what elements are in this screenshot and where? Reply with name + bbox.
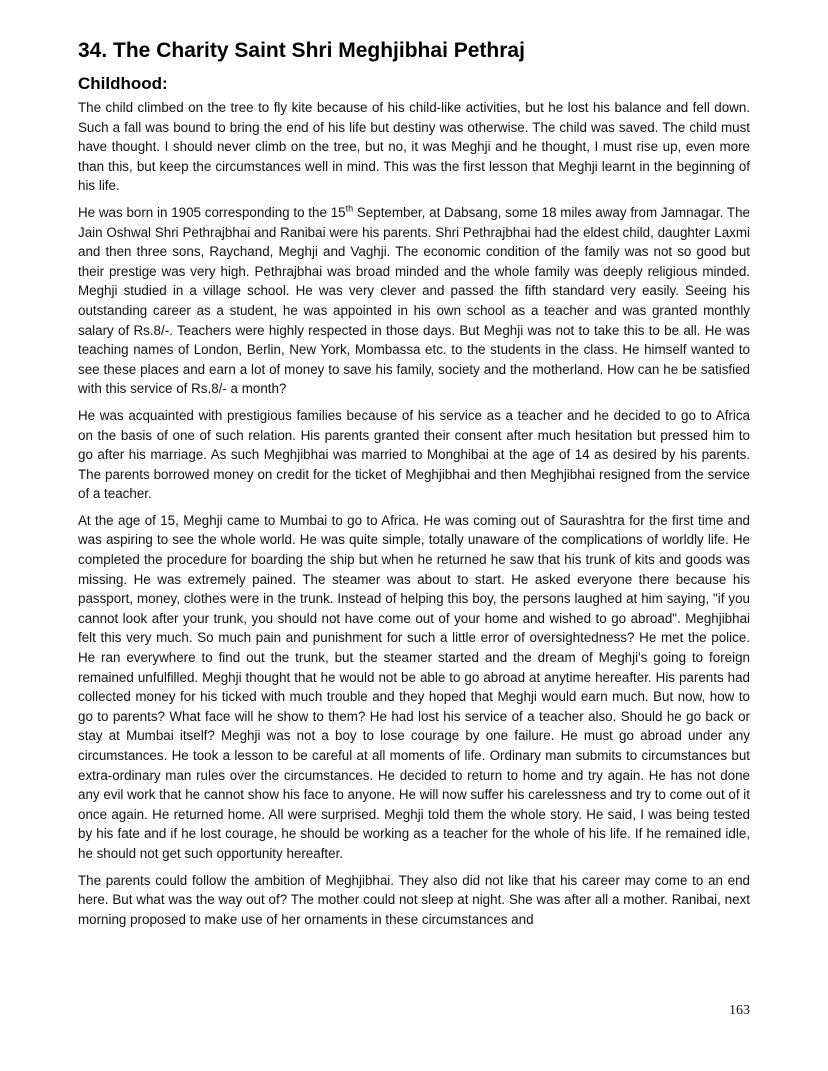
superscript-ordinal: th [345, 203, 354, 214]
document-page [78, 38, 750, 936]
section-heading: Childhood: [78, 74, 168, 93]
paragraph-2-start: He was born in 1905 corresponding to the 15 [78, 204, 346, 220]
paragraph-4: At the age of 15, Meghji came to Mumbai to go to Africa. He was coming out of Saurashtra for the first time and was aspiring to see the whole world. He was quite simple, totally unaware of the complications of worldly life. He completed the procedure for boarding the ship but when he returned he saw that his trunk of kits and goods was missing. He was extremely pained. The steamer was about to start. He asked everyone there because his passport, money, clothes were in the trunk. Instead of helping this boy, the persons laughed at him saying, "if you cannot look after your trunk, you should not have come out of your home and wished to go abroad". Meghjibhai felt this very much. So much pain and punishment for such a little error of oversightedness? He met the police. He ran everywhere to find out the trunk, but the steamer started and the dream of Meghji's going to foreign remained unfulfilled. Meghji thought that he would not be able to go abroad at anytime hereafter. His parents had collected money for his ticked with much trouble and they hoped that Meghji would earn much. But now, how to go to parents? What face will he show to them? He had lost his service of a teacher also. Should he go back or stay at Mumbai itself? Meghji was not a boy to lose courage by one failure. He must go abroad under any circumstances. He took a lesson to be careful at all moments of life. Ordinary man submits to circumstances but extra-ordinary man rules over the circumstances. He decided to return to home and try again. He has not done any evil work that he cannot show his face to anyone. He will now suffer his carelessness and try to come out of it once again. He returned home. All were surprised. Meghji told them the whole story. He said, I was being tested by his fate and if he lost courage, he should be working as a teacher for the whole of his life. If he remained idle, he should not get such opportunity hereafter. [78, 512, 750, 861]
paragraph-3: He was acquainted with prestigious families because of his service as a teacher and he decided to go to Africa on the basis of one of such relation. His parents granted their consent after much hesitation but pressed him to go after his marriage. As such Meghjibhai was married to Monghibai at the age of 14 as desired by his parents. The parents borrowed money on credit for the ticket of Meghjibhai and then Meghjibhai resigned from the service of a teacher. [78, 407, 750, 502]
chapter-title: 34. The Charity Saint Shri Meghjibhai Pethraj [78, 39, 525, 62]
page-number: 163 [729, 1003, 750, 1018]
paragraph-2-rest: September, at Dabsang, some 18 miles away from Jamnagar. The Jain Oshwal Shri Pethrajbhai and Ranibai were his parents. Shri Pethrajbhai had the eldest child, daughter Laxmi and then three sons, Raychand, Meghji and Vaghji. The economic condition of the family was not so good but their prestige was very high. Pethrajbhai was broad minded and the whole family was deeply religious minded. Meghji studied in a village school. He was very clever and passed the fifth standard very easily. Seeing his outstanding career as a student, he was appointed in his own school as a teacher and was granted monthly salary of Rs.8/-. Teachers were highly respected in those days. But Meghji was not to take this to be all. He was teaching names of London, Berlin, New York, Mombassa etc. to the students in the class. He himself wanted to see these places and earn a lot of money to save his family, society and the motherland. How can he be satisfied with this service of Rs.8/- a month? [78, 204, 750, 397]
paragraph-1: The child climbed on the tree to fly kite because of his child-like activities, but he lost his balance and fell down. Such a fall was bound to bring the end of his life but destiny was otherwise. The child was saved. The child must have thought. I should never climb on the tree, but no, it was Meghji and he thought, I must rise up, even more than this, but keep the circumstances well in mind. This was the first lesson that Meghji learnt in the beginning of his life. [78, 100, 750, 194]
paragraph-2 [78, 203, 750, 399]
paragraph-5: The parents could follow the ambition of Meghjibhai. They also did not like that his career may come to an end here. But what was the way out of? The mother could not sleep at night. She was after all a mother. Ranibai, next morning proposed to make use of her ornaments in these circumstances and [78, 872, 750, 927]
